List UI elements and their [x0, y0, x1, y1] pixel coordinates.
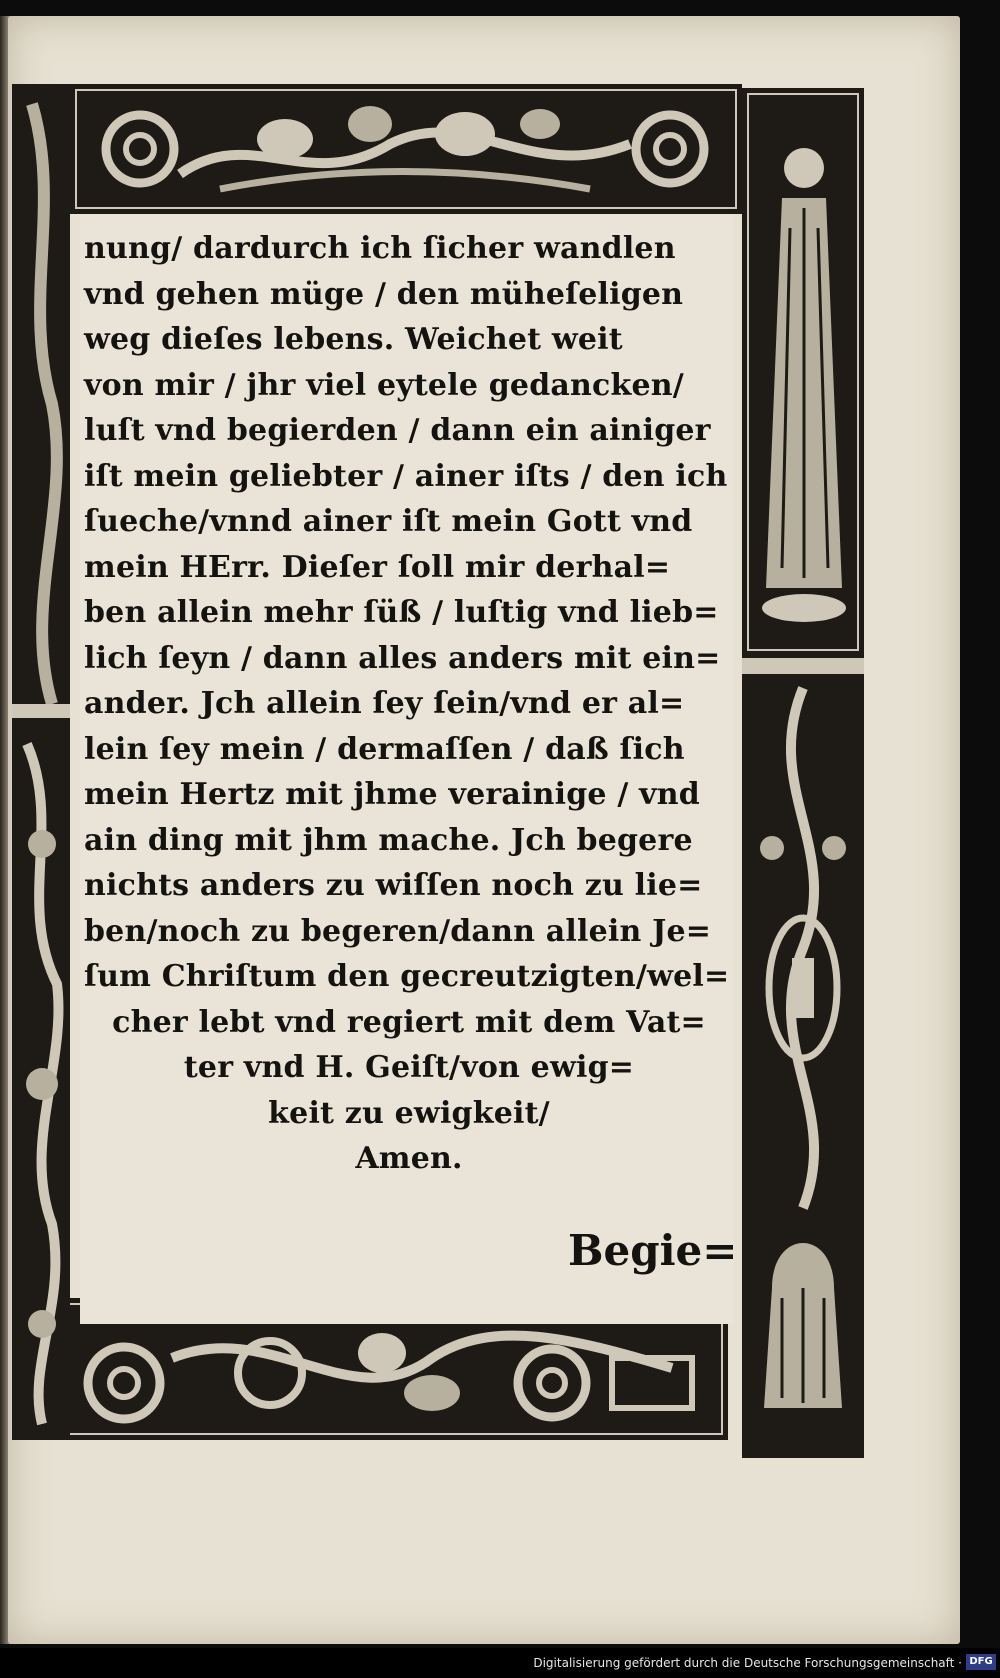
- text-line: lein ſey mein / dermaſſen / daß ſich: [84, 731, 685, 767]
- text-line: nung/ dardurch ich ſicher wandlen: [84, 231, 676, 266]
- text-line: ter vnd H. Geiſt/von ewig=: [183, 1050, 635, 1085]
- text-line: mein HErr. Dieſer ſoll mir derhal=: [84, 549, 671, 585]
- dfg-logo-icon: DFG: [966, 1654, 996, 1670]
- digitization-credit: Digitalisierung gefördert durch die Deutsche Forschungsgemeinschaft ·: [533, 1656, 962, 1670]
- text-line: ain ding mit jhm mache. Jch begere: [84, 822, 693, 858]
- text-line: ſum Chriſtum den gecreutzigten/wel=: [84, 959, 730, 994]
- text-line: ſueche/vnnd ainer iſt mein Gott vnd: [84, 504, 693, 539]
- text-line: nichts anders zu wiſſen noch zu lie=: [84, 868, 703, 903]
- text-line: lich ſeyn / dann alles anders mit ein=: [84, 640, 721, 676]
- text-line: ben allein mehr ſüß / luſtig vnd lieb=: [84, 595, 719, 630]
- text-line: weg dieſes lebens. Weichet weit: [84, 322, 623, 357]
- text-line: ander. Jch allein ſey ſein/vnd er al=: [84, 686, 685, 721]
- catchword: Begie=: [568, 1226, 738, 1275]
- ornamental-border-right: [742, 88, 864, 1458]
- book-page: [8, 16, 960, 1644]
- text-line: luſt vnd begierden / dann ein ainiger: [84, 413, 711, 448]
- text-panel: [80, 214, 734, 1324]
- text-line: von mir / jhr viel eytele gedancken/: [84, 367, 684, 403]
- ornamental-border-left: [12, 84, 70, 1440]
- text-line: cher lebt vnd regiert mit dem Vat=: [112, 1004, 706, 1040]
- text-line: keit zu ewigkeit/: [268, 1095, 550, 1131]
- text-line: iſt mein geliebter / ainer iſts / den ich: [84, 458, 728, 494]
- body-text: [84, 226, 734, 1182]
- text-line: mein Hertz mit jhme verainige / vnd: [84, 777, 700, 812]
- ornamental-border-top: [70, 84, 742, 214]
- text-line: Amen.: [355, 1141, 463, 1176]
- text-line: ben/noch zu begeren/dann allein Je=: [84, 913, 712, 949]
- text-line: vnd gehen müge / den müheſeligen: [84, 276, 684, 312]
